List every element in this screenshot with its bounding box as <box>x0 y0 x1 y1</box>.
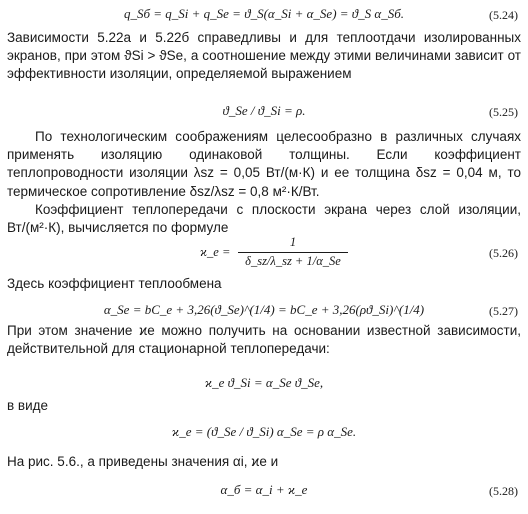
equation-5-25 <box>0 103 528 119</box>
equation-text: ϰ_e ϑ_Si = α_Se ϑ_Se, <box>204 375 324 390</box>
equation-number: (5.27) <box>489 304 518 318</box>
equation-number: (5.26) <box>489 246 518 260</box>
fraction-bar <box>238 252 348 253</box>
equation-5-26-lhs: ϰ_e = <box>200 245 231 259</box>
equation-text: q_Sб = q_Si + q_Se = ϑ_S(α_Si + α_Se) = ϑ_S α_Sб. <box>123 6 405 21</box>
equation-text: α_б = α_i + ϰ_e <box>220 482 308 497</box>
equation-text: ϑ_Se / ϑ_Si = ρ. <box>222 103 306 118</box>
paragraph-3: Коэффициент теплопередачи с плоскости экрана через слой изоляции, Вт/(м²·К), вычисляется по формуле <box>7 202 521 236</box>
equation-text: α_Se = bC_e + 3,26(ϑ_Se)^(1/4) = bC_e + 3,26(ρϑ_Si)^(1/4) <box>103 302 425 317</box>
paragraph-7: На рис. 5.6., а приведены значения αi, ϰe и <box>7 454 279 469</box>
equation-5-24 <box>0 6 528 22</box>
paragraph-5: При этом значение ϰe можно получить на основании известной зависимости, действительной для стационарной теплопередачи: <box>7 323 521 357</box>
equation-5-28 <box>0 482 528 498</box>
paragraph-2: По технологическим соображениям целесообразно в различных случаях применять изоляцию одинаковой толщины. Если коэффициент теплопроводности изоляции λsz = 0,05 Вт/(м·К) и ее толщина δsz = 0,04 м, то термическое сопротивление δsz/λsz = 0,8 м²·К/Вт. <box>7 129 521 199</box>
equation-text: ϰ_e = (ϑ_Se / ϑ_Si) α_Se = ρ α_Se. <box>171 424 357 439</box>
equation-5-27 <box>0 302 528 318</box>
paragraph-4: Здесь коэффициент теплообмена <box>7 276 222 291</box>
equation-number: (5.25) <box>489 105 518 119</box>
paragraph-6: в виде <box>7 398 49 413</box>
equation-5-26-numerator: 1 <box>289 235 297 249</box>
equation-stationary <box>0 375 528 391</box>
equation-number: (5.24) <box>489 8 518 22</box>
equation-number: (5.28) <box>489 484 518 498</box>
paragraph-1: Зависимости 5.22а и 5.22б справедливы и для теплоотдачи изолированных экранов, при этом ϑSi > ϑSe, а соотношение между этими величинами зависит от эффективности изоляции, определяемой выражением <box>7 30 521 82</box>
equation-5-26-denominator: δ_sz/λ_sz + 1/α_Se <box>245 254 341 268</box>
equation-kappa <box>0 424 528 440</box>
